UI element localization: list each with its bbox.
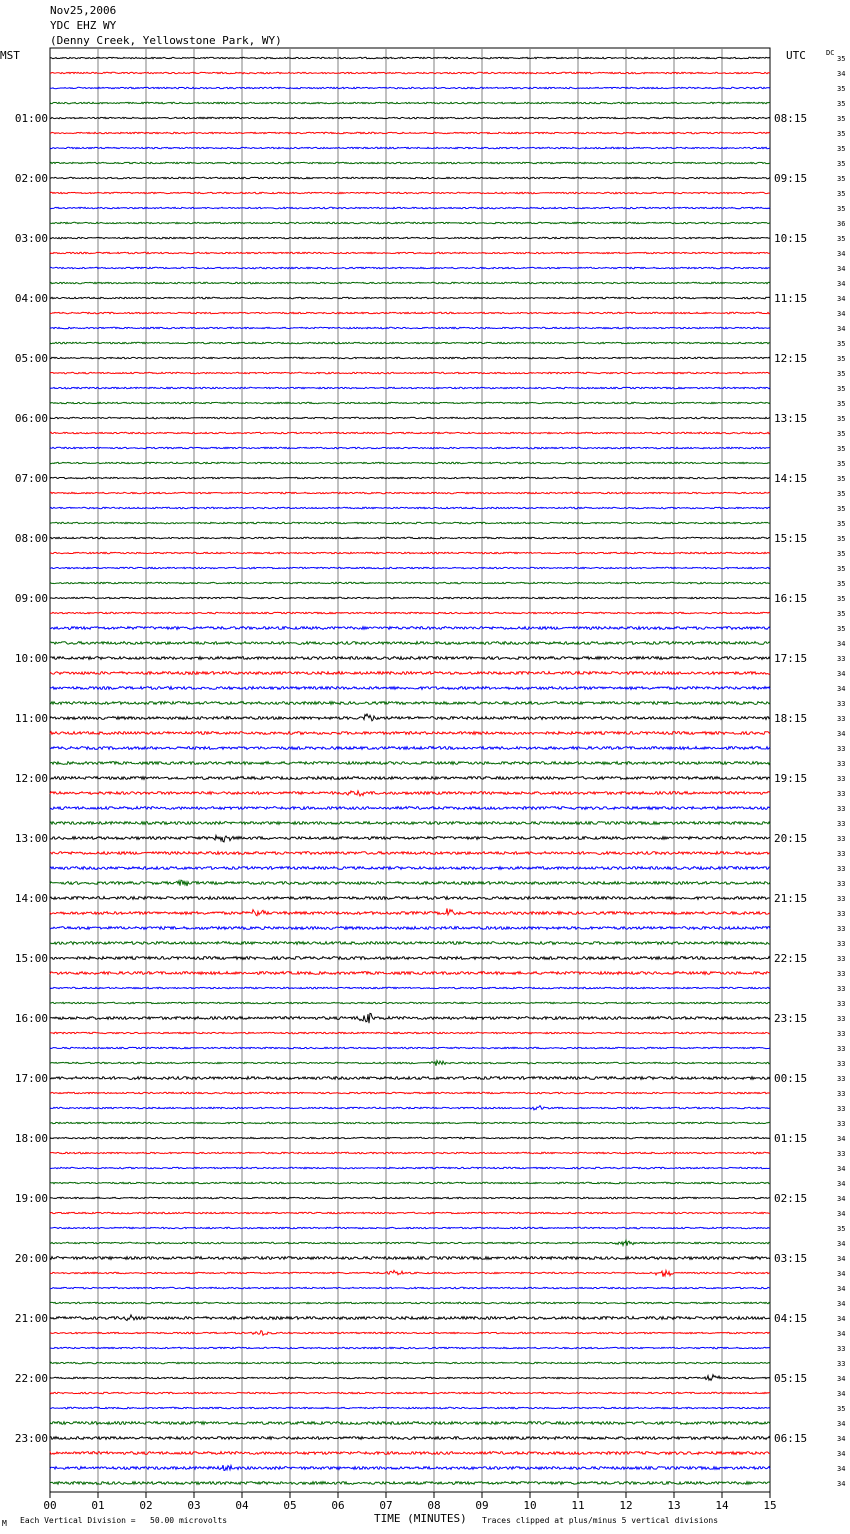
plot-date: Nov25,2006 — [50, 4, 117, 17]
dc-offset-label: 33 — [837, 955, 846, 963]
seismic-trace — [50, 1137, 770, 1138]
dc-offset-label: 35 — [837, 625, 846, 633]
left-hour-label: 02:00 — [14, 172, 48, 185]
dc-offset-label: 35 — [837, 520, 846, 528]
dc-offset-label: 35 — [837, 385, 846, 393]
x-tick-label: 09 — [475, 1499, 489, 1512]
x-tick-label: 10 — [523, 1499, 537, 1512]
seismic-trace — [50, 552, 770, 553]
right-hour-label: 13:15 — [774, 412, 808, 425]
seismic-trace — [50, 1375, 770, 1381]
seismic-trace — [50, 237, 770, 238]
dc-offset-label: 35 — [837, 175, 846, 183]
right-hour-label: 05:15 — [774, 1372, 808, 1385]
corner-mark: M — [2, 1519, 7, 1528]
seismic-trace — [50, 132, 770, 133]
right-hour-label: 03:15 — [774, 1252, 808, 1265]
seismic-trace — [50, 1047, 770, 1048]
dc-offset-label: 34 — [837, 670, 846, 678]
dc-offset-label: 33 — [837, 1045, 846, 1053]
seismic-trace — [50, 252, 770, 253]
left-hour-label: 13:00 — [14, 832, 48, 845]
dc-offset-label: 33 — [837, 835, 846, 843]
right-hour-label: 17:15 — [774, 652, 808, 665]
seismic-trace — [50, 477, 770, 478]
dc-offset-label: 35 — [837, 205, 846, 213]
seismic-trace — [50, 72, 770, 73]
seismic-trace — [50, 807, 770, 810]
dc-offset-label: 33 — [837, 760, 846, 768]
seismic-trace — [50, 1182, 770, 1183]
dc-offset-label: 34 — [837, 1195, 846, 1203]
dc-offset-label: 34 — [837, 685, 846, 693]
dc-offset-label: 33 — [837, 1105, 846, 1113]
dc-offset-label: 35 — [837, 595, 846, 603]
dc-offset-label: 33 — [837, 700, 846, 708]
left-hour-label: 16:00 — [14, 1012, 48, 1025]
x-tick-label: 02 — [139, 1499, 153, 1512]
dc-offset-label: 35 — [837, 490, 846, 498]
left-hour-label: 01:00 — [14, 112, 48, 125]
seismic-trace — [50, 1061, 770, 1066]
dc-offset-label: 34 — [837, 325, 846, 333]
dc-offset-label: 35 — [837, 580, 846, 588]
left-hour-label: 21:00 — [14, 1312, 48, 1325]
seismic-trace — [50, 567, 770, 568]
dc-offset-label: 35 — [837, 160, 846, 168]
seismic-trace — [50, 147, 770, 148]
seismic-trace — [50, 852, 770, 855]
x-tick-label: 12 — [619, 1499, 633, 1512]
seismic-trace — [50, 177, 770, 178]
seismic-trace — [50, 1197, 770, 1198]
seismic-trace — [50, 927, 770, 930]
x-tick-label: 14 — [715, 1499, 729, 1512]
dc-offset-label: 35 — [837, 445, 846, 453]
dc-offset-label: 34 — [837, 1390, 846, 1398]
dc-offset-label: 35 — [837, 85, 846, 93]
seismic-trace — [50, 897, 770, 900]
seismic-trace — [50, 1257, 770, 1260]
dc-offset-label: 34 — [837, 730, 846, 738]
left-hour-label: 07:00 — [14, 472, 48, 485]
seismic-trace — [50, 102, 770, 103]
seismic-trace — [50, 1032, 770, 1033]
seismic-trace — [50, 1302, 770, 1303]
right-hour-label: 01:15 — [774, 1132, 808, 1145]
right-hour-label: 08:15 — [774, 112, 808, 125]
seismic-trace — [50, 777, 770, 780]
dc-offset-label: 35 — [837, 460, 846, 468]
seismic-trace — [50, 972, 770, 975]
seismic-trace — [50, 222, 770, 223]
seismic-trace — [50, 1122, 770, 1123]
seismic-trace — [50, 387, 770, 388]
scale-note: Each Vertical Division = 50.00 microvolts — [20, 1516, 228, 1525]
seismic-trace — [50, 267, 770, 268]
right-timezone-label: UTC — [786, 49, 806, 62]
seismic-trace — [50, 522, 770, 523]
x-tick-label: 05 — [283, 1499, 297, 1512]
left-hour-label: 15:00 — [14, 952, 48, 965]
dc-offset-label: 35 — [837, 565, 846, 573]
seismic-trace — [50, 762, 770, 765]
left-hour-label: 17:00 — [14, 1072, 48, 1085]
seismic-trace — [50, 87, 770, 88]
dc-offset-label: 35 — [837, 535, 846, 543]
seismic-trace — [50, 1167, 770, 1168]
dc-offset-label: 33 — [837, 1345, 846, 1353]
dc-offset-label: 33 — [837, 880, 846, 888]
dc-offset-label: 35 — [837, 1225, 846, 1233]
seismic-trace — [50, 117, 770, 118]
seismic-trace — [50, 1407, 770, 1408]
x-axis-title: TIME (MINUTES) — [374, 1512, 467, 1525]
dc-offset-label: 34 — [837, 310, 846, 318]
seismic-trace — [50, 1152, 770, 1153]
dc-offset-label: 33 — [837, 1360, 846, 1368]
dc-offset-label: 33 — [837, 1030, 846, 1038]
seismic-trace — [50, 372, 770, 373]
seismic-trace — [50, 987, 770, 988]
seismic-trace — [50, 507, 770, 508]
seismic-trace — [50, 342, 770, 343]
dc-offset-label: 34 — [837, 1450, 846, 1458]
dc-offset-label: 35 — [837, 145, 846, 153]
seismic-trace — [50, 1437, 770, 1440]
seismic-trace — [50, 1077, 770, 1080]
right-hour-label: 12:15 — [774, 352, 808, 365]
dc-offset-label: 35 — [837, 400, 846, 408]
x-tick-label: 00 — [43, 1499, 57, 1512]
station-code: YDC EHZ WY — [50, 19, 117, 32]
right-hour-label: 20:15 — [774, 832, 808, 845]
dc-offset-label: 35 — [837, 190, 846, 198]
left-hour-label: 05:00 — [14, 352, 48, 365]
x-tick-label: 15 — [763, 1499, 777, 1512]
dc-offset-label: 33 — [837, 1090, 846, 1098]
station-location: (Denny Creek, Yellowstone Park, WY) — [50, 34, 282, 47]
dc-offset-label: 35 — [837, 550, 846, 558]
seismic-trace — [50, 791, 770, 796]
seismic-trace — [50, 867, 770, 870]
dc-offset-label: 35 — [837, 610, 846, 618]
x-tick-label: 07 — [379, 1499, 393, 1512]
dc-offset-label: 34 — [837, 1300, 846, 1308]
seismic-trace — [50, 822, 770, 825]
seismic-trace — [50, 207, 770, 208]
right-hour-label: 09:15 — [774, 172, 808, 185]
dc-offset-label: 33 — [837, 985, 846, 993]
dc-offset-label: 33 — [837, 1150, 846, 1158]
left-hour-label: 06:00 — [14, 412, 48, 425]
seismic-trace — [50, 1092, 770, 1093]
seismic-trace — [50, 417, 770, 418]
x-tick-label: 06 — [331, 1499, 345, 1512]
dc-offset-label: 34 — [837, 1210, 846, 1218]
seismic-trace — [50, 1362, 770, 1363]
left-hour-label: 08:00 — [14, 532, 48, 545]
dc-offset-label: 34 — [837, 1420, 846, 1428]
seismic-trace — [50, 357, 770, 358]
x-tick-label: 01 — [91, 1499, 105, 1512]
dc-offset-label: 35 — [837, 1405, 846, 1413]
dc-offset-label: 35 — [837, 475, 846, 483]
dc-offset-label: 35 — [837, 355, 846, 363]
left-hour-label: 10:00 — [14, 652, 48, 665]
seismic-trace — [50, 462, 770, 463]
seismic-trace — [50, 432, 770, 433]
dc-offset-label: 33 — [837, 790, 846, 798]
left-hour-label: 12:00 — [14, 772, 48, 785]
seismic-trace — [50, 582, 770, 583]
seismic-trace — [50, 732, 770, 735]
seismic-trace — [50, 1106, 770, 1110]
seismic-trace — [50, 672, 770, 675]
right-hour-label: 22:15 — [774, 952, 808, 965]
dc-offset-label: 34 — [837, 1375, 846, 1383]
x-tick-label: 11 — [571, 1499, 585, 1512]
seismic-trace — [50, 702, 770, 705]
dc-offset-label: 33 — [837, 925, 846, 933]
right-hour-label: 10:15 — [774, 232, 808, 245]
seismic-trace — [50, 1013, 770, 1023]
left-hour-label: 20:00 — [14, 1252, 48, 1265]
seismic-trace — [50, 597, 770, 598]
dc-offset-label: 33 — [837, 715, 846, 723]
right-hour-label: 11:15 — [774, 292, 808, 305]
clip-note: Traces clipped at plus/minus 5 vertical divisions — [482, 1516, 719, 1525]
dc-offset-label: 33 — [837, 1000, 846, 1008]
x-tick-label: 08 — [427, 1499, 441, 1512]
dc-offset-label: 35 — [837, 415, 846, 423]
x-tick-label: 04 — [235, 1499, 249, 1512]
seismic-trace — [50, 537, 770, 538]
seismic-trace — [50, 1452, 770, 1455]
dc-offset-label: 34 — [837, 1285, 846, 1293]
dc-offset-label: 33 — [837, 970, 846, 978]
dc-offset-label: 35 — [837, 505, 846, 513]
seismic-trace — [50, 642, 770, 645]
x-tick-label: 13 — [667, 1499, 681, 1512]
seismic-trace — [50, 908, 770, 915]
seismic-trace — [50, 1422, 770, 1425]
seismic-trace — [50, 714, 770, 721]
seismic-trace — [50, 1227, 770, 1228]
dc-offset-label: 33 — [837, 1075, 846, 1083]
left-hour-label: 19:00 — [14, 1192, 48, 1205]
seismic-trace — [50, 687, 770, 690]
left-hour-label: 18:00 — [14, 1132, 48, 1145]
left-hour-label: 14:00 — [14, 892, 48, 905]
seismic-trace — [50, 657, 770, 660]
dc-offset-label: 33 — [837, 820, 846, 828]
right-hour-label: 06:15 — [774, 1432, 808, 1445]
seismic-trace — [50, 1465, 770, 1470]
dc-offset-label: 33 — [837, 745, 846, 753]
dc-offset-label: 34 — [837, 1135, 846, 1143]
seismic-trace — [50, 1270, 770, 1276]
left-hour-label: 09:00 — [14, 592, 48, 605]
seismic-trace — [50, 747, 770, 750]
dc-offset-label: 33 — [837, 895, 846, 903]
dc-offset-label: 34 — [837, 295, 846, 303]
seismic-trace — [50, 942, 770, 945]
right-hour-label: 02:15 — [774, 1192, 808, 1205]
seismic-trace — [50, 297, 770, 298]
left-timezone-label: MST — [0, 49, 20, 62]
right-hour-label: 19:15 — [774, 772, 808, 785]
dc-offset-label: 33 — [837, 1015, 846, 1023]
x-tick-label: 03 — [187, 1499, 201, 1512]
dc-offset-label: 36 — [837, 220, 846, 228]
dc-offset-label: 33 — [837, 1060, 846, 1068]
seismic-trace — [50, 1392, 770, 1393]
right-hour-label: 23:15 — [774, 1012, 808, 1025]
dc-offset-label: 33 — [837, 655, 846, 663]
seismic-trace — [50, 327, 770, 328]
seismic-trace — [50, 402, 770, 403]
dc-offset-label: 34 — [837, 1465, 846, 1473]
seismic-trace — [50, 1212, 770, 1213]
dc-column-header: DC — [826, 49, 835, 57]
dc-offset-label: 33 — [837, 940, 846, 948]
seismic-trace — [50, 1482, 770, 1485]
dc-offset-label: 34 — [837, 280, 846, 288]
dc-offset-label: 33 — [837, 805, 846, 813]
right-hour-label: 04:15 — [774, 1312, 808, 1325]
seismic-trace — [50, 880, 770, 886]
dc-offset-label: 33 — [837, 775, 846, 783]
dc-offset-label: 33 — [837, 1120, 846, 1128]
dc-offset-label: 35 — [837, 235, 846, 243]
seismic-trace — [50, 836, 770, 842]
seismic-trace — [50, 1287, 770, 1288]
right-hour-label: 15:15 — [774, 532, 808, 545]
dc-offset-label: 34 — [837, 1255, 846, 1263]
dc-offset-label: 34 — [837, 70, 846, 78]
dc-offset-label: 33 — [837, 865, 846, 873]
dc-offset-label: 34 — [837, 250, 846, 258]
seismic-trace — [50, 1315, 770, 1321]
right-hour-label: 16:15 — [774, 592, 808, 605]
plot-frame — [50, 48, 770, 1492]
seismic-trace — [50, 957, 770, 960]
dc-offset-label: 34 — [837, 1165, 846, 1173]
seismic-trace — [50, 1331, 770, 1336]
dc-offset-label: 34 — [837, 1435, 846, 1443]
dc-offset-label: 34 — [837, 1480, 846, 1488]
dc-offset-label: 33 — [837, 850, 846, 858]
right-hour-label: 14:15 — [774, 472, 808, 485]
left-hour-label: 03:00 — [14, 232, 48, 245]
dc-offset-label: 35 — [837, 370, 846, 378]
seismic-trace — [50, 627, 770, 630]
seismic-trace — [50, 282, 770, 283]
seismic-trace — [50, 1002, 770, 1003]
left-hour-label: 23:00 — [14, 1432, 48, 1445]
left-hour-label: 22:00 — [14, 1372, 48, 1385]
right-hour-label: 21:15 — [774, 892, 808, 905]
left-hour-label: 04:00 — [14, 292, 48, 305]
dc-offset-label: 33 — [837, 910, 846, 918]
dc-offset-label: 34 — [837, 265, 846, 273]
seismic-trace — [50, 192, 770, 193]
seismic-trace — [50, 492, 770, 493]
seismic-trace — [50, 1347, 770, 1348]
seismic-trace — [50, 312, 770, 313]
seismic-trace — [50, 447, 770, 448]
right-hour-label: 18:15 — [774, 712, 808, 725]
seismic-trace — [50, 1240, 770, 1245]
dc-offset-label: 34 — [837, 640, 846, 648]
seismic-trace — [50, 612, 770, 613]
dc-offset-label: 34 — [837, 1270, 846, 1278]
left-hour-label: 11:00 — [14, 712, 48, 725]
right-hour-label: 00:15 — [774, 1072, 808, 1085]
dc-offset-label: 34 — [837, 1315, 846, 1323]
dc-offset-label: 35 — [837, 55, 846, 63]
dc-offset-label: 35 — [837, 340, 846, 348]
dc-offset-label: 35 — [837, 130, 846, 138]
seismic-trace — [50, 57, 770, 58]
dc-offset-label: 35 — [837, 100, 846, 108]
dc-offset-label: 34 — [837, 1240, 846, 1248]
dc-offset-label: 35 — [837, 430, 846, 438]
dc-offset-label: 34 — [837, 1330, 846, 1338]
dc-offset-label: 35 — [837, 115, 846, 123]
seismic-trace — [50, 162, 770, 163]
dc-offset-label: 34 — [837, 1180, 846, 1188]
